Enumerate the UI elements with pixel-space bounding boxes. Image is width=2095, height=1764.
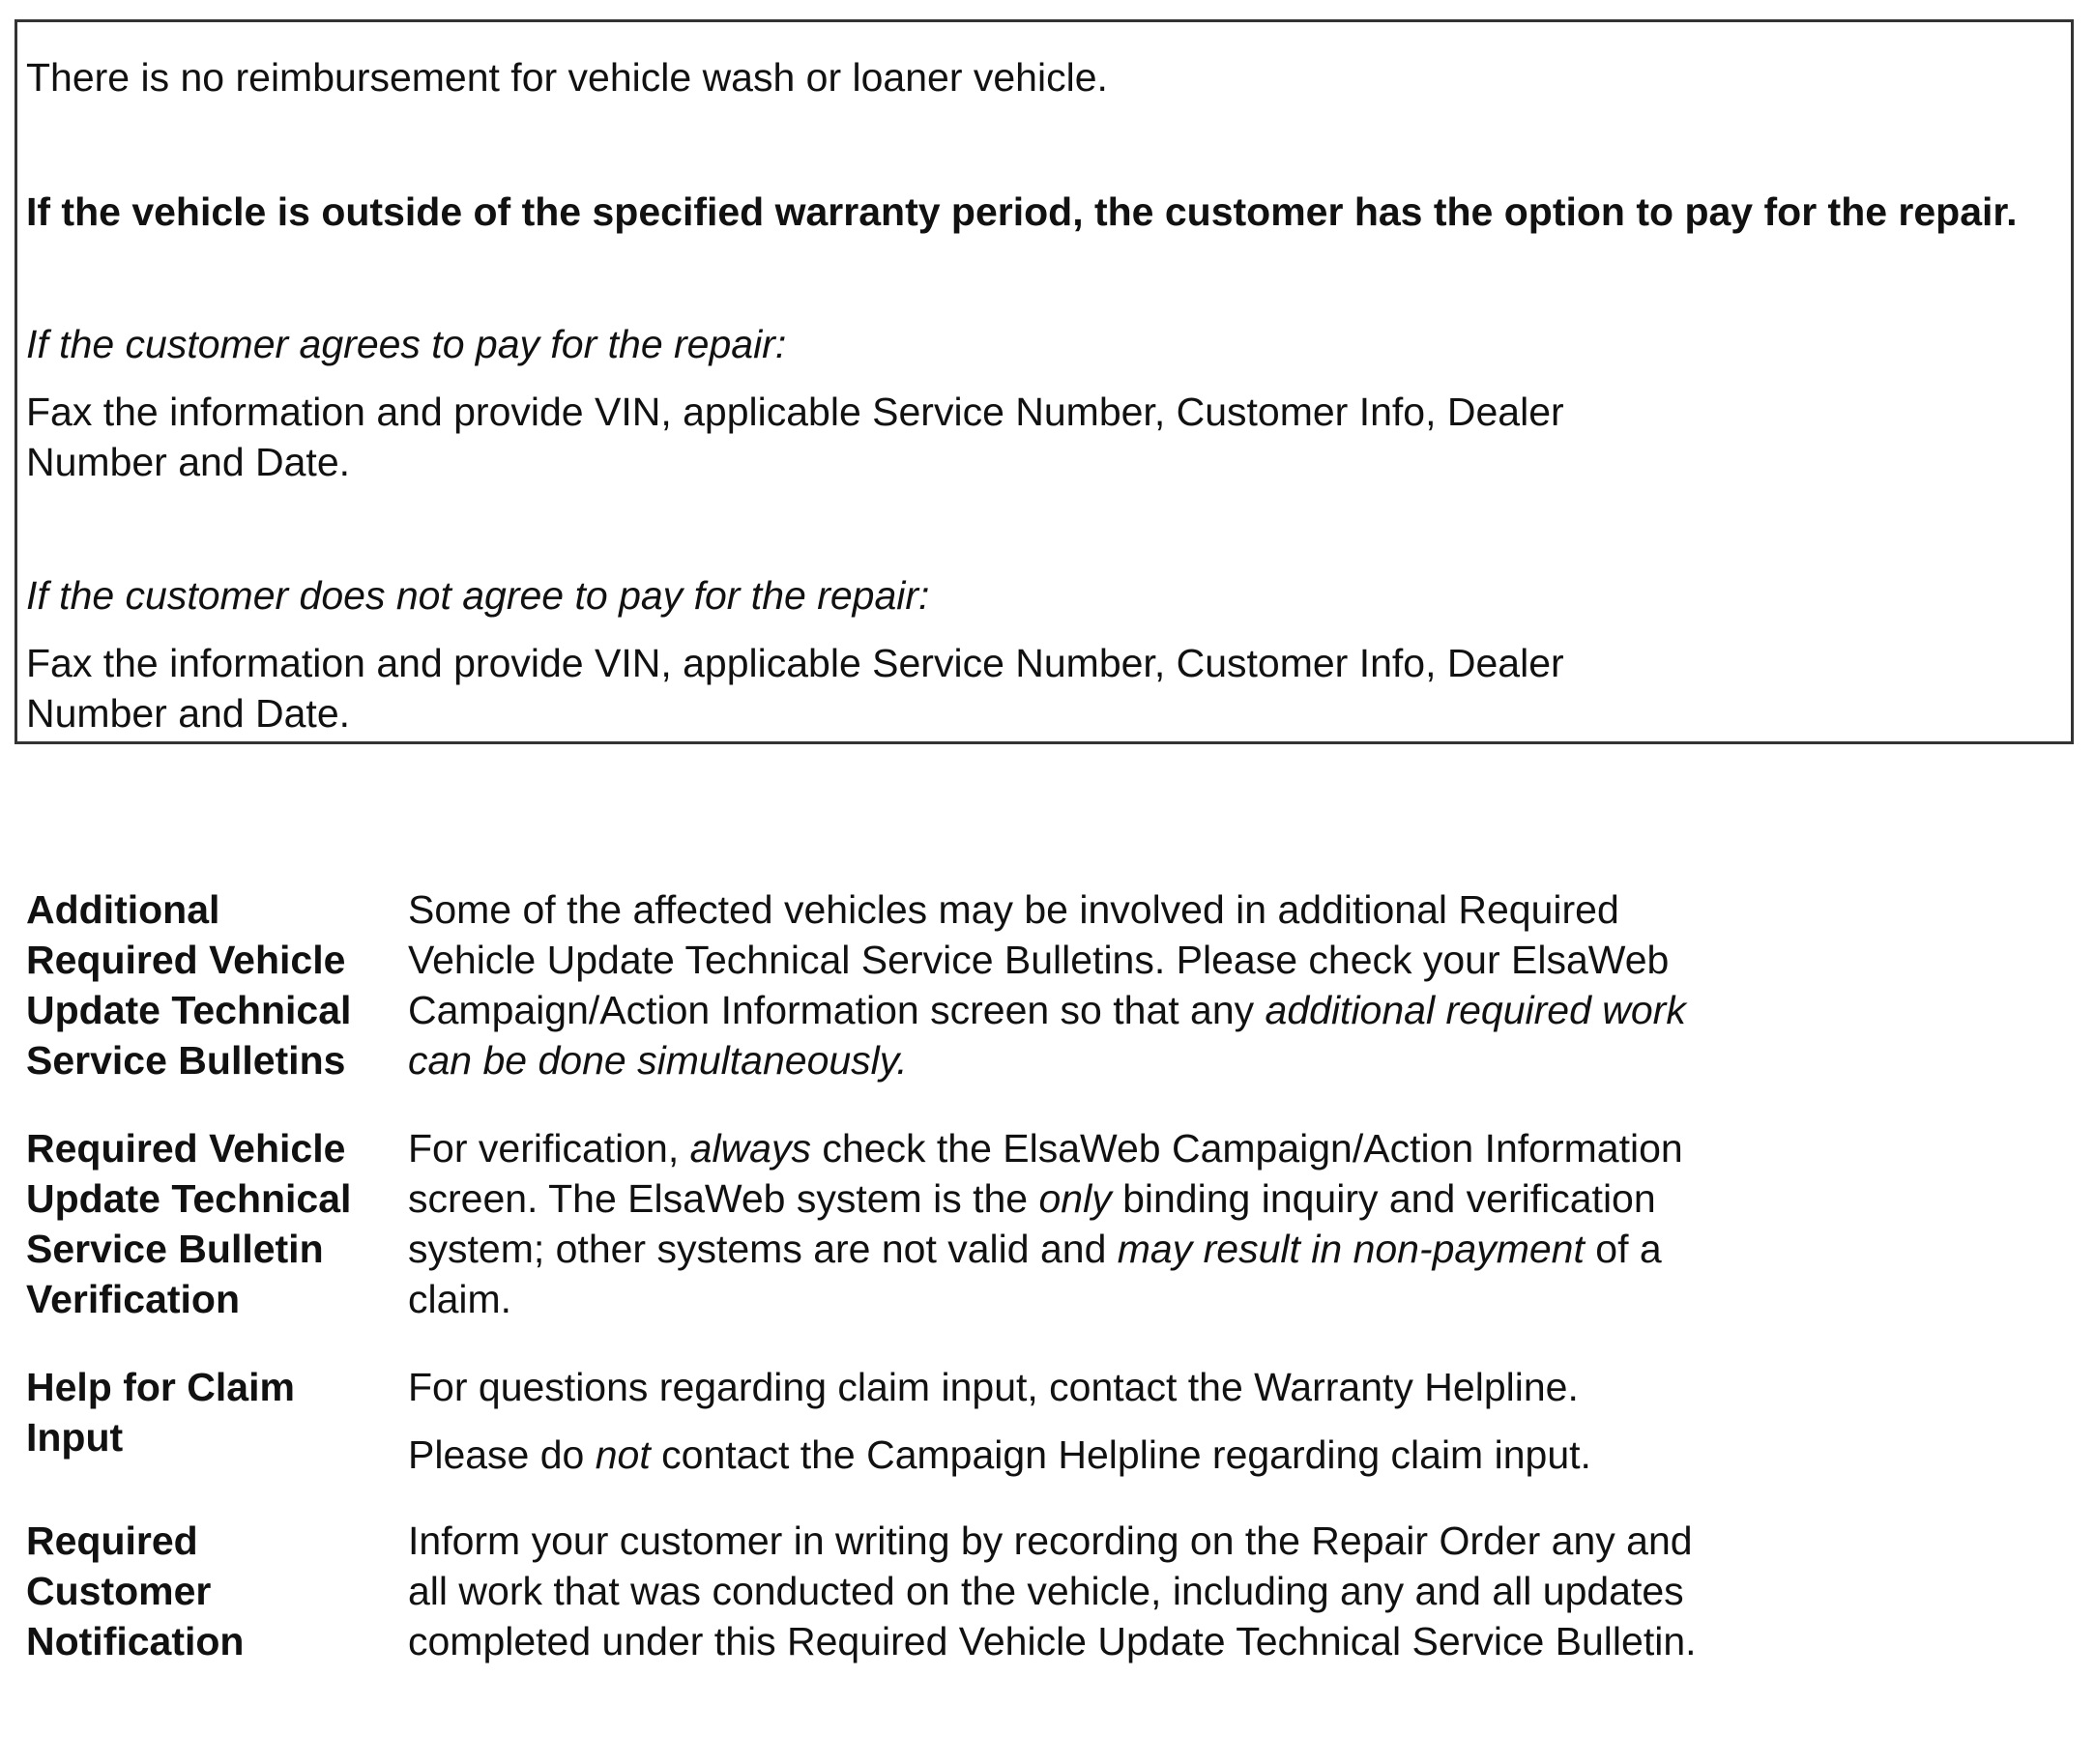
help-claim-input-label: Help for Claim Input (26, 1365, 295, 1460)
verification-emphasis-always: always (689, 1126, 811, 1171)
agree-text-line-1: Fax the information and provide VIN, applicable Service Number, Customer Info, Dealer (26, 390, 1564, 434)
help-campaign-helpline-text (408, 1430, 1742, 1480)
warranty-notice-box (15, 19, 2074, 744)
additional-bulletins-text-main: Some of the affected vehicles may be involved in additional Required Vehicle Update Technical Service Bulletins. Please check your ElsaWeb Campaign/Action Information screen so that any (408, 887, 1670, 1032)
verification-emphasis-non-payment: may result in non-payment (1117, 1227, 1585, 1271)
additional-bulletins-text-emphasis: additional required work can be done simultaneously. (408, 988, 1686, 1083)
verification-emphasis-only: only (1038, 1176, 1112, 1221)
no-reimbursement-text: There is no reimbursement for vehicle wash or loaner vehicle. (26, 55, 1108, 100)
customer-notification-text: Inform your customer in writing by recording on the Repair Order any and all work that was conducted on the vehicle, including any and all updates completed under this Required Vehicle Update Technical Service Bulletin. (408, 1518, 1697, 1663)
customer-notification-label: Required Customer Notification (26, 1518, 245, 1663)
help-text-part-1: Please do (408, 1432, 596, 1477)
verification-text-part-3: binding inquiry and verification system; other systems are not valid and (408, 1176, 1656, 1271)
help-claim-input-text (408, 1362, 1742, 1480)
verification-text-part-4: of a claim. (408, 1227, 1662, 1321)
help-warranty-helpline-text: For questions regarding claim input, contact the Warranty Helpline. (408, 1365, 1579, 1409)
agree-heading: If the customer agrees to pay for the repair: (26, 322, 787, 366)
warranty-period-statement: If the vehicle is outside of the specified warranty period, the customer has the option to pay for the repair. (26, 189, 2018, 234)
verification-label: Required Vehicle Update Technical Service Bulletin Verification (26, 1126, 352, 1321)
help-text-part-2: contact the Campaign Helpline regarding claim input. (650, 1432, 1591, 1477)
agree-text-line-2: Number and Date. (26, 440, 351, 484)
help-emphasis-not: not (595, 1432, 651, 1477)
verification-text (408, 1123, 1742, 1324)
disagree-text-line-1: Fax the information and provide VIN, applicable Service Number, Customer Info, Dealer (26, 641, 1564, 685)
disagree-heading: If the customer does not agree to pay for the repair: (26, 573, 930, 618)
disagree-text-line-2: Number and Date. (26, 691, 351, 736)
verification-text-part-1: For verification, (408, 1126, 690, 1171)
verification-text-part-2: check the ElsaWeb Campaign/Action Information screen. The ElsaWeb system is the (408, 1126, 1683, 1221)
additional-bulletins-text (408, 884, 1742, 1085)
additional-bulletins-label: Additional Required Vehicle Update Technical Service Bulletins (26, 887, 352, 1083)
